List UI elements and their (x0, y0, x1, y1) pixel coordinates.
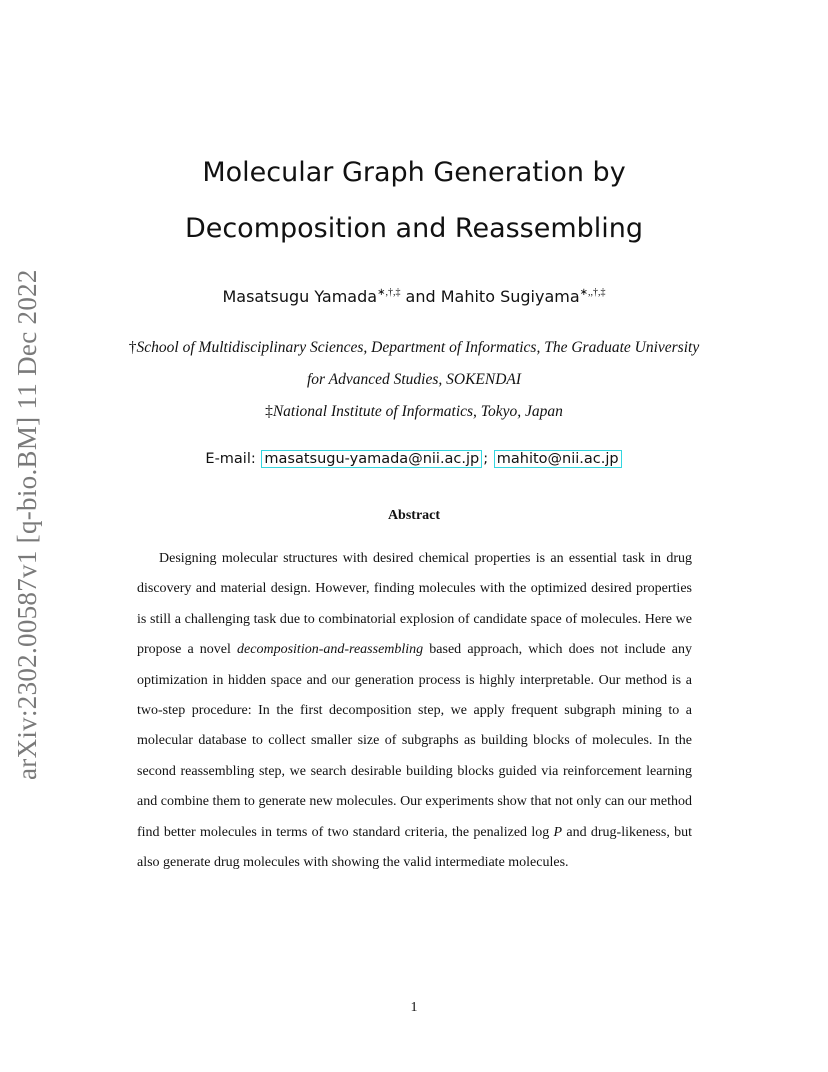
author-name: Mahito Sugiyama (440, 287, 580, 306)
abstract-emphasis: decomposition-and-reassembling (237, 642, 424, 658)
affiliation-mark: ‡ (265, 403, 273, 420)
author-conjunction: and (400, 287, 441, 306)
affiliation-line (0, 339, 828, 357)
affiliation-mark: † (128, 339, 137, 356)
abstract-body (137, 544, 692, 878)
math-variable: P (553, 824, 563, 840)
abstract-heading: Abstract (387, 508, 441, 523)
page-number: 1 (410, 1000, 418, 1015)
arxiv-identifier-stamp: arXiv:2302.00587v1 [q-bio.BM] 11 Dec 2022 (12, 269, 42, 780)
paper-title-line-1: Molecular Graph Generation by (202, 157, 626, 188)
affiliation-line (0, 371, 828, 389)
contact-email (0, 451, 828, 467)
affiliation-text: National Institute of Informatics, Tokyo, Japan (272, 403, 563, 420)
affiliation-text: School of Multidisciplinary Sciences, Department of Informatics, The Graduate University (136, 339, 700, 356)
author-list (0, 287, 828, 306)
abstract-text: and drug-likeness, but also generate drug molecules with showing the valid intermediate molecules. (137, 824, 693, 871)
email-link[interactable]: masatsugu-yamada@nii.ac.jp (261, 450, 482, 468)
abstract-text: based approach, which does not include any optimization in hidden space and our generation process is highly interpretable. Our method is a two-step procedure: In the first decomposition step, we apply frequent subgraph mining to a molecular database to collect smaller size of subgraphs as building blocks of molecules. In the second reassembling step, we search desirable building blocks guided via reinforcement learning and combine them to generate new molecules. Our experiments show that not only can our method find better molecules in terms of two standard criteria, the penalized log (137, 642, 692, 840)
paper-title-line-2: Decomposition and Reassembling (184, 213, 644, 244)
abstract-text: Designing molecular structures with desired chemical properties is an essential task in drug discovery and material design. However, finding molecules with the optimized desired properties is still a challenging task due to combinatorial explosion of candidate space of molecules. Here we propose a novel (137, 551, 692, 658)
author-affiliation-marks: ∗,,†,‡ (579, 287, 606, 298)
email-separator: ; (483, 451, 493, 467)
email-label: E-mail: (205, 451, 261, 467)
affiliation-line (0, 403, 828, 421)
affiliation-text: for Advanced Studies, SOKENDAI (306, 371, 522, 388)
author-name: Masatsugu Yamada (222, 287, 378, 306)
email-link[interactable]: mahito@nii.ac.jp (494, 450, 622, 468)
author-affiliation-marks: ∗,†,‡ (377, 287, 401, 298)
